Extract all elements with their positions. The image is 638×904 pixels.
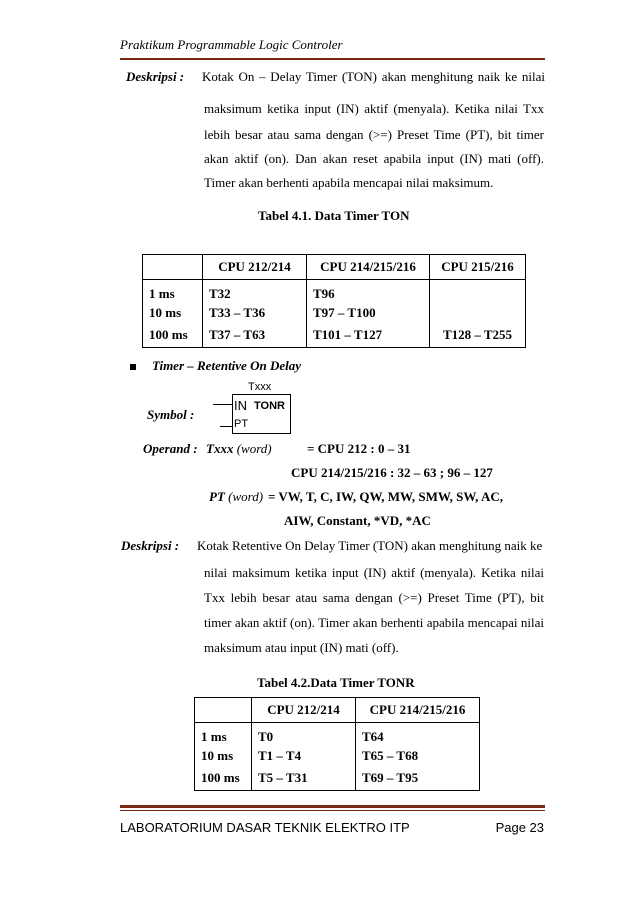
operand-txxx-value-1: = CPU 212 : 0 – 31 bbox=[307, 441, 411, 456]
tonr-table-header-cell: CPU 214/215/216 bbox=[356, 698, 480, 723]
ton-desc-label: Deskripsi : bbox=[126, 69, 185, 84]
operand-pt bbox=[209, 489, 263, 505]
table-row bbox=[143, 322, 526, 348]
ton-table-caption: Tabel 4.1. Data Timer TON bbox=[258, 208, 410, 223]
ton-table-header-cell: CPU 212/214 bbox=[203, 255, 307, 280]
tonr-table-header-row bbox=[195, 698, 480, 723]
table-cell: T1 – T4 bbox=[252, 746, 356, 765]
tonr-table-header-cell bbox=[195, 698, 252, 723]
table-row bbox=[195, 723, 480, 747]
tonr-desc-line-1: Txx lebih besar atau sama dengan (>=) Preset Time (PT), bit bbox=[204, 590, 544, 605]
table-cell: 10 ms bbox=[195, 746, 252, 765]
ton-desc-line-1: maksimum ketika input (IN) aktif (menyala). Ketika nilai Txx bbox=[204, 101, 544, 116]
tonr-symbol-in: IN bbox=[234, 398, 247, 413]
operand-txxx-type: (word) bbox=[236, 441, 272, 456]
table-cell: T32 bbox=[203, 280, 307, 304]
table-cell: T0 bbox=[252, 723, 356, 747]
tonr-symbol-name: Txxx bbox=[248, 381, 272, 393]
operand-txxx-value-2: CPU 214/215/216 : 32 – 63 ; 96 – 127 bbox=[291, 465, 493, 480]
header-rule bbox=[120, 58, 545, 60]
operand-pt-value-2: AIW, Constant, *VD, *AC bbox=[284, 513, 431, 528]
ton-table-header-cell: CPU 215/216 bbox=[430, 255, 526, 280]
bullet-icon bbox=[130, 364, 136, 370]
tonr-table-header-cell: CPU 212/214 bbox=[252, 698, 356, 723]
table-cell: T69 – T95 bbox=[356, 765, 480, 791]
tonr-symbol-pt: PT bbox=[234, 418, 249, 430]
table-cell: T33 – T36 bbox=[203, 303, 307, 322]
tonr-section-title: Timer – Retentive On Delay bbox=[152, 358, 301, 373]
table-cell: 100 ms bbox=[143, 322, 203, 348]
tonr-symbol-label: Symbol : bbox=[147, 407, 195, 422]
table-cell: T64 bbox=[356, 723, 480, 747]
ton-desc-line-2: lebih besar atau sama dengan (>=) Preset Time (PT), bit timer bbox=[204, 127, 544, 142]
operand-txxx bbox=[206, 441, 272, 457]
ton-table-header-row bbox=[143, 255, 526, 280]
table-cell: T37 – T63 bbox=[203, 322, 307, 348]
footer-lab-name: LABORATORIUM DASAR TEKNIK ELEKTRO ITP bbox=[120, 820, 410, 835]
tonr-desc-label: Deskripsi : bbox=[121, 538, 180, 553]
ton-table-header-cell bbox=[143, 255, 203, 280]
operand-pt-type: (word) bbox=[228, 489, 264, 504]
operand-pt-value-1: = VW, T, C, IW, QW, MW, SMW, SW, AC, bbox=[268, 489, 503, 504]
tonr-table-caption: Tabel 4.2.Data Timer TONR bbox=[257, 675, 415, 690]
table-row bbox=[195, 765, 480, 791]
ton-desc-line-4: Timer akan berhenti apabila mencapai nilai maksimum. bbox=[204, 175, 494, 190]
tonr-desc-line-2: timer akan aktif (on). Timer akan berhenti apabila mencapai nilai bbox=[204, 615, 544, 630]
tonr-desc-first-line: Kotak Retentive On Delay Timer (TON) akan menghitung naik ke bbox=[197, 538, 543, 553]
table-cell bbox=[430, 303, 526, 322]
operand-label: Operand : bbox=[143, 441, 198, 456]
table-row bbox=[195, 746, 480, 765]
tonr-desc-line-0: nilai maksimum ketika input (IN) aktif (menyala). Ketika nilai bbox=[204, 565, 544, 580]
table-cell: 1 ms bbox=[195, 723, 252, 747]
pt-connector-line bbox=[220, 426, 232, 427]
in-connector-line bbox=[213, 404, 232, 405]
ton-table bbox=[142, 254, 526, 348]
tonr-desc-line-3: maksimum atau input (IN) mati (off). bbox=[204, 640, 399, 655]
tonr-table bbox=[194, 697, 480, 791]
ton-desc-line-3: akan aktif (on). Dan akan reset apabila input (IN) mati (off). bbox=[204, 151, 544, 166]
table-cell: T97 – T100 bbox=[307, 303, 430, 322]
table-cell: T128 – T255 bbox=[430, 322, 526, 348]
ton-table-header-cell: CPU 214/215/216 bbox=[307, 255, 430, 280]
ton-desc-line-0: Kotak On – Delay Timer (TON) akan menghitung naik ke nilai bbox=[202, 69, 545, 84]
operand-txxx-name: Txxx bbox=[206, 441, 234, 456]
table-cell: 1 ms bbox=[143, 280, 203, 304]
table-cell: T65 – T68 bbox=[356, 746, 480, 765]
table-cell: 10 ms bbox=[143, 303, 203, 322]
footer-rule-thin bbox=[120, 810, 545, 811]
table-row bbox=[143, 280, 526, 304]
table-cell: T101 – T127 bbox=[307, 322, 430, 348]
table-cell: T5 – T31 bbox=[252, 765, 356, 791]
footer-rule-thick bbox=[120, 805, 545, 808]
footer-page-number: Page 23 bbox=[495, 820, 544, 835]
operand-pt-name: PT bbox=[209, 489, 225, 504]
table-cell bbox=[430, 280, 526, 304]
table-cell: 100 ms bbox=[195, 765, 252, 791]
tonr-symbol-type: TONR bbox=[254, 400, 285, 412]
table-cell: T96 bbox=[307, 280, 430, 304]
page-header-title: Praktikum Programmable Logic Controler bbox=[120, 37, 343, 52]
table-row bbox=[143, 303, 526, 322]
